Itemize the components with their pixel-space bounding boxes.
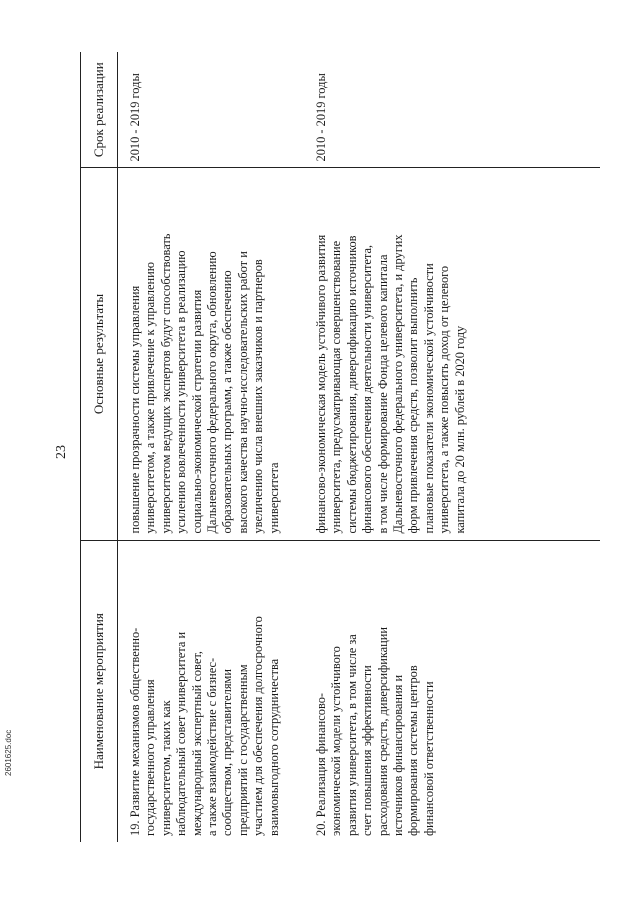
header-period: Срок реализации — [81, 52, 118, 168]
period-text: 2010 - 2019 годы — [128, 73, 142, 162]
cell-period — [306, 52, 600, 168]
cell-results — [306, 168, 600, 540]
cell-measure — [118, 540, 307, 842]
results-text: финансово-экономическая модель устойчивого развития университета, предусматривающая совершенствование системы бюджетирования, диверсификацию источников финансового обеспечения деятельности университета, в том числе формирование Фонда целевого капитала Дальневосточного федерального университета, и других форм привлечения средств, позволит выполнить плановые показатели экономической устойчивости университета, а также повысить доход от целевого капитала до 20 млн. рублей в 2020 году — [314, 234, 467, 534]
period-text: 2010 - 2019 годы — [314, 73, 328, 162]
page-number: 23 — [54, 445, 69, 459]
cell-period — [118, 52, 307, 168]
table-row — [306, 52, 600, 842]
table-row — [118, 52, 307, 842]
measure-text: 20. Реализация финансово- экономической модели устойчивого развития университета, в том числе за счет повышения эффективности расходования средств, диверсификации источников финансирования и формирования системы центров финансовой ответственности — [314, 626, 436, 836]
measures-table — [80, 52, 600, 842]
table-header-row — [81, 52, 118, 842]
document-code: 2601625.doc — [4, 729, 13, 776]
cell-measure — [306, 540, 600, 842]
results-text: повышение прозрачности системы управления университетом, а также привлечение к управлению университетом ведущих экспертов будут способствовать усилению вовлеченности университета в реализацию социально-экономической стратегии развития Дальневосточного федерального округа, обновлению образовательных программ, а также обеспечению высокого качества научно-исследовательских работ и увеличению числа внешних заказчиков и партнеров университета — [128, 233, 281, 534]
rotated-page — [40, 52, 600, 852]
header-measure: Наименование мероприятия — [81, 540, 118, 842]
cell-results — [118, 168, 307, 540]
measure-text: 19. Развитие механизмов общественно- государственного управления университетом, таких как наблюдательный совет университета и международный экспертный совет, а также взаимодействие с бизнес- сообществом, представителями предприятий с государственным участием для обеспечения долгосрочного взаимовыгодного сотрудничества — [128, 616, 281, 836]
header-results: Основные результаты — [81, 168, 118, 540]
